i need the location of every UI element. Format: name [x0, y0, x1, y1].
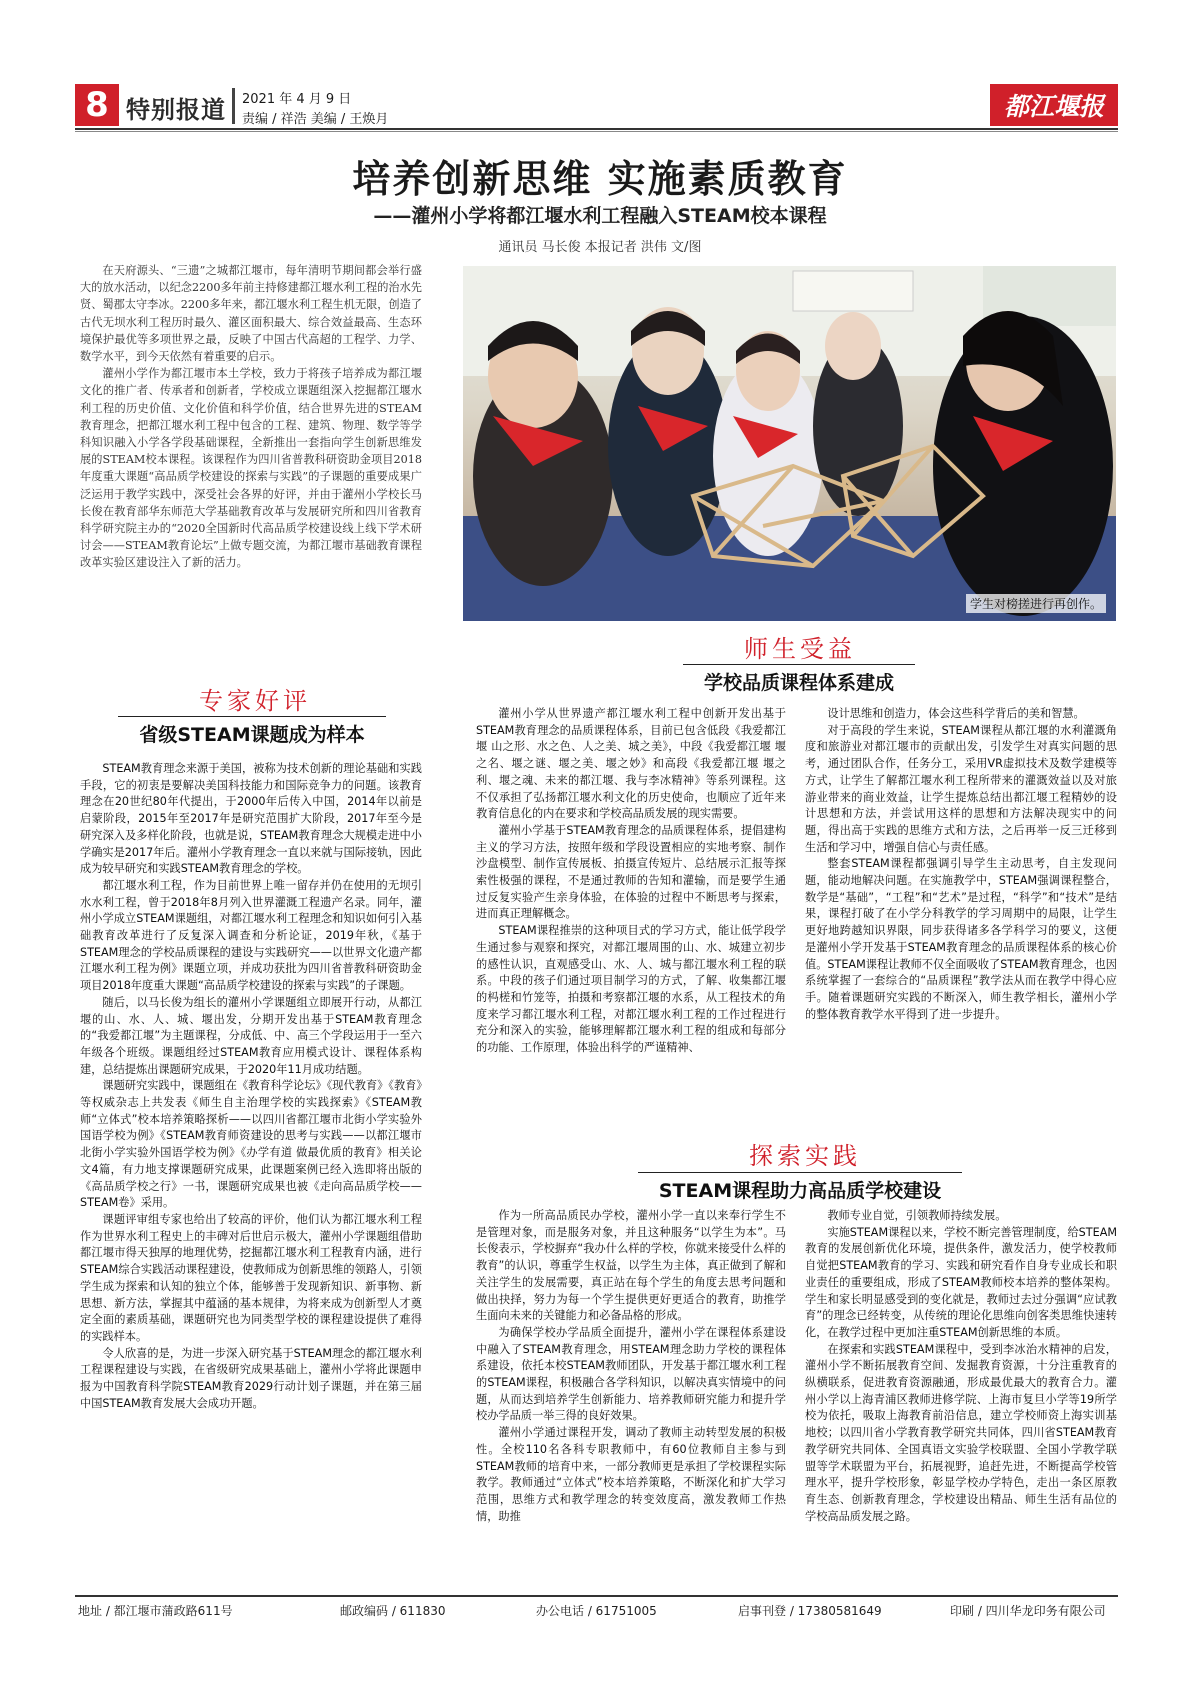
body-paragraph: 在探索和实践STEAM课程中，受到李冰治水精神的启发，灌州小学不断拓展教育空间、发掘教育资源，十分注重教育的纵横联系，促进教育资源融通，形成最优最大的教育合力。灌州小学以上海青浦区教师进修学院、上海市复旦小学等19所学校为依托，吸取上海教育前沿信息，建立学校师资上海实训基地校；以四川省小学教育教学研究共同体，四川省STEAM教育教学研究共同体、全国真语文实验学校联盟、全国小学教学联盟等学术联盟为平台，拓展视野，追赶先进，不断提高学校管理水平，提升学校形象，彰显学校办学特色，走出一条区原教育生态、创新教育理念，学校建设出精品、师生生活有品位的学校高品质发展之路。: [805, 1342, 1117, 1523]
photo-caption: 学生对榜搓进行再创作。: [966, 594, 1106, 613]
body-paragraph: 课题评审组专家也给出了较高的评价，他们认为都江堰水利工程作为世界水利工程史上的丰碑对后世启示极大，灌州小学课题组借助都江堰市得天独厚的地理优势，挖掘都江堰水利工程教育内涵，进行STEAM综合实践活动课程建设，使教师成为创新思维的领路人，引领学生成为探索和认知的独立个体，能够善于发现新知识、新事物、新思想、新方法，掌握其中蕴涵的基本规律，为将来成为创新型人才奠定全面的素质基础，课题研究也为同类型学校的课程建设提供了难得的实践样本。: [80, 1212, 422, 1343]
body-paragraph: 教师专业自觉，引领教师持续发展。: [827, 1209, 1007, 1222]
body-paragraph: 为确保学校办学品质全面提升，灌州小学在课程体系建设中融入了STEAM教育理念，用STEAM理念助力学校的课程体系建设，依托本校STEAM教师团队，开发基于都江堰水利工程的STEAM课程，积极融合各学科知识，以解决真实情境中的问题，从而达到培养学生创新能力、培养教师研究能力和提升学校办学品质一举三得的良好效果。: [476, 1325, 786, 1423]
section2-heading: 学校品质课程体系建成: [703, 672, 894, 694]
section3-col1: [476, 1208, 786, 1588]
body-paragraph: 随后，以马长俊为组长的灌州小学课题组立即展开行动，从都江堰的山、水、人、城、堰出发，分期开发出基于STEAM教育理念的“我爱都江堰”为主题课程，分成低、中、高三个学段运用于一至六年级各个班级。课题组经过STEAM教育应用模式设计、课程体系构建，总结提炼出课题研究成果，于2020年11月成功结题。: [80, 995, 422, 1076]
header-rule-thin: [75, 131, 1118, 132]
body-paragraph: 对于高段的学生来说，STEAM课程从都江堰的水利灌溉角度和旅游业对都江堰市的贡献出发，引发学生对真实问题的思考，通过团队合作，任务分工，采用VR虚拟技术及数学建模等方式，让学生了解都江堰水利工程所带来的灌溉效益以及对旅游业带来的商业效益，让学生提炼总结出都江堰工程精妙的设计思想和方法，并尝试用这样的思想和方法解决现实中的问题，得出高于实践的思维方式和方法，之后再举一反三迁移到生活和学习中，增强自信心与责任感。: [805, 723, 1117, 854]
body-paragraph: 课题研究实践中，课题组在《教育科学论坛》《现代教育》《教育》等权威杂志上共发表《师生自主治理学校的实践探索》《STEAM教师“立体式”校本培养策略探析——以四川省都江堰市北街小学实验外国语学校为例》《STEAM教育师资建设的思考与实践——以都江堰市北街小学实验外国语学校为例》《办学有道 做最优质的教育》相关论文4篇，有力地支撑课题研究成果，此课题案例已经入选即将出版的《高品质学校之行》一书，课题研究成果也被《走向高品质学校——STEAM卷》采用。: [80, 1079, 422, 1210]
body-paragraph: 都江堰水利工程，作为目前世界上唯一留存并仍在使用的无坝引水水利工程，曾于2018年8月列入世界灌溉工程遗产名录。同年，灌州小学成立STEAM课题组，对都江堰水利工程理念和知识如何引入基础教育改革进行了反复深入调查和分析论证，2019年秋，《基于STEAM理念的学校品质课程的建设与实践研究——以世界文化遗产都江堰水利工程为例》课题立项，并成功获批为四川省普教科研资助金项目2018年度重大课题“高品质学校建设的探索与实践”的子课题。: [80, 878, 422, 993]
article-subtitle: ——灌州小学将都江堰水利工程融入STEAM校本课程: [373, 205, 827, 227]
section1-kicker: 专家好评: [199, 687, 311, 715]
footer-ad-phone: 启事刊登 / 17380581649: [738, 1604, 882, 1618]
intro-paragraph: 在天府源头、“三遗”之城都江堰市，每年清明节期间都会举行盛大的放水活动，以纪念2200多年前主持修建都江堰水利工程的治水先贤、蜀郡太守李冰。2200多年来，都江堰水利工程生机无限，创造了古代无坝水利工程历时最久、灌区面积最大、综合效益最高、生态环境保护最优等多项世界之最，反映了中国古代高超的工程学、力学、数学水平，到今天依然有着重要的启示。: [80, 264, 422, 364]
body-paragraph: 作为一所高品质民办学校，灌州小学一直以来奉行学生不是管理对象，而是服务对象，并且这种服务“以学生为本”。马长俊表示，学校摒弃“我办什么样的学校，你就来接受什么样的教育”的认识，尊重学生权益，以学生为主体，真正做到了解和关注学生的发展需要，真正站在每个学生的角度去思考问题和做出抉择，努力为每一个学生提供更好更适合的教育，助推学生面向未来的关键能力和必备品格的形成。: [476, 1209, 786, 1323]
article-byline: 通讯员 马长俊 本报记者 洪伟 文/图: [498, 240, 702, 255]
body-paragraph: STEAM教育理念来源于美国，被称为技术创新的理论基础和实践手段，它的初衷是要解决美国科技能力和国际竞争力的问题。该教育理念在20世纪80年代提出，于2000年后传入中国，2014年以前是启蒙阶段，2015年至2017年是研究范围扩大阶段，2017年至今是研究深入及多样化阶段，也就是说，STEAM教育理念大规模走进中小学确实是2017年后。灌州小学教育理念一直以来就与国际接轨，因此成为较早研究和实践STEAM教育理念的学校。: [80, 762, 422, 876]
editors-credit: 责编 / 祥浩 美编 / 王焕月: [242, 112, 389, 127]
classroom-photo: [463, 266, 1116, 621]
section3-col2: [805, 1208, 1117, 1588]
body-paragraph: 灌州小学基于STEAM教育理念的品质课程体系，提倡建构主义的学习方法，按照年级和学段设置相应的实地考察、制作沙盘模型、制作宣传展板、拍摄宣传短片、总结展示汇报等探索性极强的课程，不是通过教师的告知和灌输，而是要学生通过反复实验产生亲身体验，在体验的过程中不断思考与探索，进而真正理解概念。: [476, 823, 786, 921]
header-separator: [232, 88, 235, 124]
intro-text: [80, 262, 422, 634]
body-paragraph: 设计思维和创造力，体会这些科学背后的美和智慧。: [827, 707, 1085, 720]
article-title: 培养创新思维 实施素质教育: [352, 156, 848, 201]
page-number: 8: [75, 84, 119, 126]
section-name: 特别报道: [126, 96, 226, 124]
section2-col1: [476, 706, 786, 1146]
footer-rule: [75, 1595, 1118, 1597]
section3-kicker: 探索实践: [749, 1142, 861, 1170]
footer-postcode: 邮政编码 / 611830: [340, 1604, 446, 1618]
photo-illustration: [463, 266, 1116, 621]
issue-date: 2021 年 4 月 9 日: [242, 92, 352, 107]
intro-paragraph: 灌州小学作为都江堰市本土学校，致力于将孩子培养成为都江堰文化的推广者、传承者和创新者，学校成立课题组深入挖掘都江堰水利工程的历史价值、文化价值和科学价值，结合世界先进的STEAM教育理念，把都江堰水利工程中包含的工程、建筑、物理、数学等学科知识融入小学各学段基础课程，全新推出一套指向学生创新思维发展的STEAM校本课程。该课程作为四川省普教科研资助金项目2018年度重大课题“高品质学校建设的探索与实践”的子课题的重要成果广泛运用于教学实践中，深受社会各界的好评，并由于灌州小学校长马长俊在教育部华东师范大学基础教育改革与发展研究所和四川省教育科学研究院主办的“2020全国新时代高品质学校建设线上线下学术研讨会——STEAM教育论坛”上做专题交流，为都江堰市基础教育课程改革实验区建设注入了新的活力。: [80, 367, 422, 570]
body-paragraph: 令人欣喜的是，为进一步深入研究基于STEAM理念的都江堰水利工程课程建设与实践，在省级研究成果基础上，灌州小学将此课题申报为中国教育科学院STEAM教育2029行动计划子课题，并在第三届中国STEAM教育发展大会成功开题。: [80, 1346, 422, 1410]
body-paragraph: 实施STEAM课程以来，学校不断完善管理制度，给STEAM教育的发展创新优化环境，提供条件，激发活力，使学校教师自觉把STEAM教育的学习、实践和研究看作自身专业成长和职业责任的重要组成，形成了STEAM教师校本培养的整体架构。学生和家长明显感受到的变化就是，教师过去过分强调“应试教育”的理念已经转变，从传统的理论化思维向创客类思维快速转化，在教学过程中更加注重STEAM创新思维的本质。: [805, 1225, 1117, 1339]
section1-body: [80, 761, 422, 1583]
section3-heading: STEAM课程助力高品质学校建设: [658, 1180, 942, 1202]
body-paragraph: 灌州小学从世界遗产都江堰水利工程中创新开发出基于STEAM教育理念的品质课程体系，目前已包含低段《我爱都江堰 山之形、水之色、人之美、城之美》，中段《我爱都江堰 堰之名、堰之谜、堰之美、堰之妙》和高段《我爱都江堰 堰之利、堰之魂、未来的都江堰、我与李冰精神》等系列课程。这不仅承担了弘扬都江堰水利文化的历史使命，也顺应了近年来教育信息化的内在要求和学校高品质发展的现实需要。: [476, 707, 786, 821]
section3-rule: [638, 1172, 962, 1173]
section2-kicker: 师生受益: [744, 635, 856, 663]
footer-office-phone: 办公电话 / 61751005: [536, 1604, 657, 1618]
section1-rule: [118, 716, 386, 717]
footer-printer: 印刷 / 四川华龙印务有限公司: [950, 1604, 1106, 1618]
footer-address: 地址 / 都江堰市蒲政路611号: [78, 1604, 233, 1618]
body-paragraph: 整套STEAM课程都强调引导学生主动思考，自主发现问题，能动地解决问题。在实施教学中，STEAM强调课程整合，数学是“基础”，“工程”和“艺术”是过程，“科学”和“技术”是结果，课程打破了在小学分科教学的学习周期中的局限，让学生更好地跨越知识界限，同步获得诸多各学科学习的要义，这便是灌州小学开发基于STEAM教育理念的品质课程体系的核心价值。STEAM课程让教师不仅全面吸收了STEAM教育理念，也因系统掌握了一套综合的“品质课程”教学法从而在教学中得心应手。随着课题研究实践的不断深入，师生教学相长，灌州小学的整体教育教学水平得到了进一步提升。: [805, 857, 1117, 1021]
header-rule: [75, 128, 1118, 130]
body-paragraph: 灌州小学通过课程开发，调动了教师主动转型发展的积极性。全校110名各科专职教师中，有60位教师自主参与到STEAM教师的培育中来，一部分教师更是承担了学校课程实际教学。教师通过“立体式”校本培养策略，不断深化和扩大学习范围，思维方式和教学理念的转变效度高，激发教师工作热情，助推: [476, 1426, 786, 1523]
newspaper-masthead: 都江堰报: [990, 84, 1118, 126]
section2-col2: [805, 706, 1117, 1146]
body-paragraph: STEAM课程推崇的这种项目式的学习方式，能让低学段学生通过参与观察和探究，对都江堰周围的山、水、城建立初步的感性认识，直观感受山、水、人、城与都江堰水利工程的联系。中段的孩子们通过项目制学习的方式，了解、收集都江堰的杩槎和竹笼等，拍摄和考察都江堰的水系，从工程技术的角度来学习都江堰水利工程，对都江堰水利工程的工作过程进行充分和深入的实验，能够理解都江堰水利工程的组成和每部分的功能、工作原理，体验出科学的严谨精神、: [476, 924, 786, 1055]
section1-heading: 省级STEAM课题成为样本: [139, 724, 365, 746]
section2-rule: [683, 664, 915, 665]
